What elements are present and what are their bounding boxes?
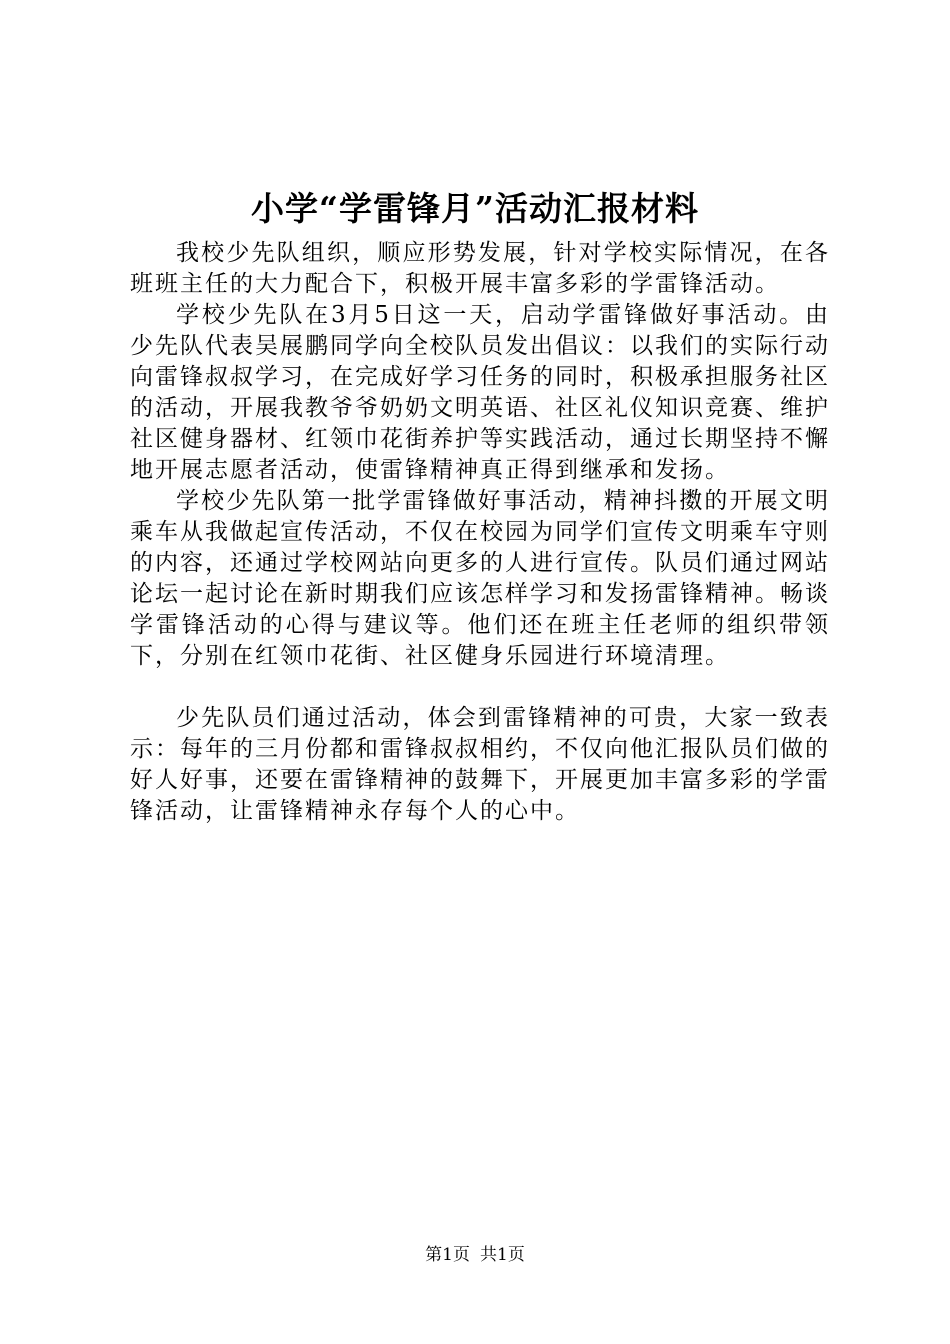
paragraph-conclusion: 少先队员们通过活动，体会到雷锋精神的可贵，大家一致表示：每年的三月份都和雷锋叔叔相约，不仅向他汇报队员们做的好人好事，还要在雷锋精神的鼓舞下，开展更加丰富多彩的学雷锋活动，让雷锋精神永存每个人的心中。	[130, 705, 830, 824]
document-body	[130, 238, 830, 827]
page-number-current: 第1页	[425, 1245, 470, 1265]
page-number-total: 共1页	[480, 1245, 525, 1265]
paragraph-first-batch: 学校少先队第一批学雷锋做好事活动，精神抖擞的开展文明乘车从我做起宣传活动，不仅在校园为同学们宣传文明乘车守则的内容，还通过学校网站向更多的人进行宣传。队员们通过网站论坛一起讨论在新时期我们应该怎样学习和发扬雷锋精神。畅谈学雷锋活动的心得与建议等。他们还在班主任老师的组织带领下，分别在红领巾花街、社区健身乐园进行环境清理。	[130, 488, 830, 669]
paragraph-intro: 我校少先队组织，顺应形势发展，针对学校实际情况，在各班班主任的大力配合下，积极开展丰富多彩的学雷锋活动。	[130, 240, 830, 297]
page-footer	[0, 1243, 950, 1267]
paragraph-march-5: 学校少先队在3月5日这一天，启动学雷锋做好事活动。由少先队代表吴展鹏同学向全校队员发出倡议：以我们的实际行动向雷锋叔叔学习，在完成好学习任务的同时，积极承担服务社区的活动，开展我教爷爷奶奶文明英语、社区礼仪知识竞赛、维护社区健身器材、红领巾花街养护等实践活动，通过长期坚持不懈地开展志愿者活动，使雷锋精神真正得到继承和发扬。	[130, 302, 830, 483]
document-title: 小学“学雷锋月”活动汇报材料	[251, 189, 699, 228]
